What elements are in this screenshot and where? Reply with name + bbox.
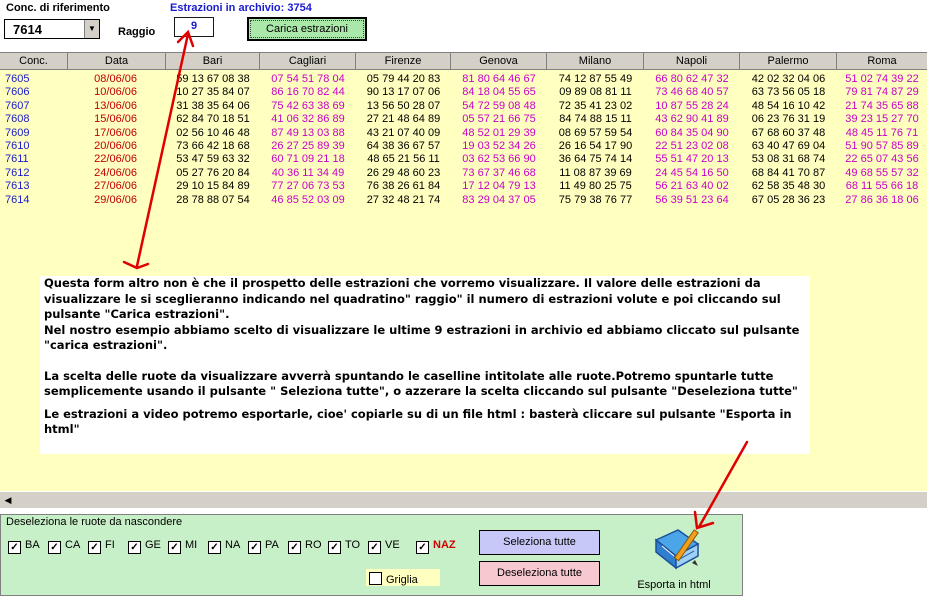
cell-cagliari: 26 27 25 89 39 — [271, 140, 345, 152]
cell-firenze: 90 13 17 07 06 — [366, 86, 441, 99]
seleziona-tutte-button[interactable]: Seleziona tutte — [479, 530, 600, 555]
col-header-palermo[interactable]: Palermo — [740, 53, 837, 69]
cell-bari: 05 27 76 20 84 — [176, 166, 250, 179]
cell-roma: 51 90 57 85 89 — [845, 140, 919, 152]
cell-firenze: 05 79 44 20 83 — [366, 73, 441, 85]
cell-milano: 11 08 87 39 69 — [559, 166, 632, 179]
cell-conc: 7607 — [5, 99, 30, 112]
cell-firenze: 76 38 26 61 84 — [366, 180, 441, 193]
cell-firenze: 64 38 36 67 57 — [366, 140, 441, 152]
cell-bari: 73 66 42 18 68 — [176, 140, 250, 152]
cell-bari: 28 78 88 07 54 — [176, 193, 250, 206]
col-header-genova[interactable]: Genova — [451, 53, 547, 69]
wheel-label: CA — [65, 539, 81, 551]
col-header-roma[interactable]: Roma — [867, 55, 897, 67]
cell-data: 22/06/06 — [94, 153, 137, 166]
cell-genova: 83 29 04 37 05 — [462, 193, 536, 206]
checkmark-icon[interactable]: ✓ — [8, 541, 21, 554]
checkmark-icon[interactable]: ✓ — [328, 541, 341, 554]
cell-cagliari: 07 54 51 78 04 — [271, 73, 345, 85]
cell-data: 24/06/06 — [94, 166, 137, 179]
cell-bari: 02 56 10 46 48 — [176, 126, 250, 139]
cell-bari: 10 27 35 84 07 — [176, 86, 250, 99]
cell-cagliari: 87 49 13 03 88 — [271, 126, 345, 139]
cell-bari: 53 47 59 63 32 — [176, 153, 250, 166]
panel-title: Deseleziona le ruote da nascondere — [6, 516, 183, 528]
cell-data: 17/06/06 — [94, 126, 137, 139]
cell-data: 20/06/06 — [94, 140, 137, 152]
cell-milano: 09 89 08 81 11 — [559, 86, 632, 99]
cell-palermo: 06 23 76 31 19 — [751, 113, 826, 126]
cell-cagliari: 41 06 32 86 89 — [271, 113, 345, 126]
cell-conc: 7613 — [5, 180, 30, 193]
chevron-down-icon[interactable]: ▼ — [84, 20, 99, 38]
cell-napoli: 56 39 51 23 64 — [655, 193, 729, 206]
cell-genova: 84 18 04 55 65 — [462, 86, 536, 99]
griglia-label: Griglia — [386, 574, 418, 586]
checkmark-icon[interactable]: ✓ — [416, 541, 429, 554]
cell-firenze: 43 21 07 40 09 — [366, 126, 441, 139]
col-header-cagliari[interactable]: Cagliari — [260, 53, 356, 69]
cell-conc: 7606 — [5, 86, 30, 99]
cell-data: 10/06/06 — [94, 86, 137, 99]
cell-firenze: 48 65 21 56 11 — [367, 153, 440, 166]
cell-roma: 39 23 15 27 70 — [845, 113, 919, 126]
checkmark-icon[interactable]: ✓ — [368, 541, 381, 554]
cell-napoli: 56 21 63 40 02 — [655, 180, 729, 193]
cell-roma: 48 45 11 76 71 — [845, 126, 919, 139]
cell-roma: 49 68 55 57 32 — [845, 166, 919, 179]
cell-napoli: 60 84 35 04 90 — [655, 126, 729, 139]
cell-napoli: 22 51 23 02 08 — [655, 140, 729, 152]
cell-genova: 81 80 64 46 67 — [462, 73, 536, 85]
note-paragraph: Le estrazioni a video potremo esportarle, cioe' copiarle su di un file html : basterà cliccare sul pulsante "Esporta in html" — [44, 406, 792, 436]
cell-milano: 74 12 87 55 49 — [558, 73, 633, 85]
cell-palermo: 53 08 31 68 74 — [751, 153, 826, 166]
col-header-bari[interactable]: Bari — [166, 53, 260, 69]
cell-firenze: 27 32 48 21 74 — [366, 193, 441, 206]
cell-genova: 05 57 21 66 75 — [462, 113, 536, 126]
cell-data: 29/06/06 — [94, 193, 137, 206]
wheel-label: RO — [305, 539, 322, 551]
cell-milano: 08 69 57 59 54 — [558, 126, 633, 139]
wheel-label: VE — [385, 539, 400, 551]
cell-conc: 7614 — [5, 193, 30, 206]
cell-roma: 21 74 35 65 88 — [845, 99, 919, 112]
wheel-label: FI — [105, 539, 115, 551]
cell-conc: 7610 — [5, 140, 30, 152]
cell-milano: 26 16 54 17 90 — [558, 140, 633, 152]
arrow-line — [699, 442, 747, 527]
conc-label: Conc. di riferimento — [6, 2, 110, 14]
wheel-label: MI — [185, 539, 198, 551]
cell-conc: 7612 — [5, 166, 30, 179]
cell-cagliari: 46 85 52 03 09 — [271, 193, 345, 206]
cell-roma: 51 02 74 39 22 — [845, 73, 919, 85]
cell-firenze: 13 56 50 28 07 — [366, 99, 441, 112]
checkmark-icon[interactable]: ✓ — [288, 541, 301, 554]
note-paragraph: Questa form altro non è che il prospetto delle estrazioni che vorremo visualizzare. Il valore delle estrazioni da visualizzare le si sceglieranno indicando nel quadratino" raggio" il numero di estrazioni volute e poi cliccando sul pulsante "Carica estrazioni". — [44, 276, 781, 321]
cell-milano: 75 79 38 76 77 — [558, 193, 633, 206]
cell-firenze: 27 21 48 64 89 — [366, 113, 441, 126]
wheel-label: PA — [265, 539, 279, 551]
col-header-conc[interactable]: Conc. — [0, 53, 68, 69]
cell-napoli: 24 45 54 16 50 — [655, 166, 729, 179]
checkmark-icon[interactable]: ✓ — [168, 541, 181, 554]
cell-palermo: 63 73 56 05 18 — [751, 86, 826, 99]
cell-palermo: 67 68 60 37 48 — [751, 126, 826, 139]
archive-count-label: Estrazioni in archivio: 3754 — [170, 2, 312, 14]
col-header-napoli[interactable]: Napoli — [644, 53, 740, 69]
cell-genova: 73 67 37 46 68 — [462, 166, 536, 179]
cell-data: 08/06/06 — [94, 73, 137, 85]
cell-palermo: 67 05 28 36 23 — [751, 193, 826, 206]
cell-napoli: 66 80 62 47 32 — [655, 73, 729, 85]
export-html-label[interactable]: Esporta in html — [637, 579, 711, 591]
cell-cagliari: 86 16 70 82 44 — [271, 86, 345, 99]
cell-milano: 11 49 80 25 75 — [559, 180, 632, 193]
conc-select-value: 7614 — [13, 22, 42, 37]
raggio-label: Raggio — [118, 26, 156, 38]
cell-bari: 62 84 70 18 51 — [176, 113, 250, 126]
cell-palermo: 42 02 32 04 06 — [751, 73, 826, 85]
cell-milano: 72 35 41 23 02 — [558, 99, 633, 112]
cell-cagliari: 75 42 63 38 69 — [271, 99, 345, 112]
wheel-label: NA — [225, 539, 241, 551]
cell-bari: 59 13 67 08 38 — [176, 73, 250, 85]
cell-roma: 27 86 36 18 06 — [845, 193, 919, 206]
cell-firenze: 26 29 48 60 23 — [366, 166, 441, 179]
arrow-line — [137, 34, 188, 266]
cell-napoli: 55 51 47 20 13 — [655, 153, 729, 166]
cell-napoli: 10 87 55 28 24 — [655, 99, 729, 112]
note-paragraph: La scelta delle ruote da visualizzare avverrà spuntando le caselline intitolate alle ruote.Potremo spuntarle tutte semplicemente usando il pulsante " Seleziona tutte", o azzerare la scelta cliccando sul pulsante "Deseleziona tutte" — [44, 368, 798, 398]
deseleziona-tutte-button[interactable]: Deseleziona tutte — [479, 561, 600, 586]
wheel-label: BA — [25, 539, 40, 551]
col-header-firenze[interactable]: Firenze — [356, 53, 451, 69]
cell-data: 13/06/06 — [94, 99, 137, 112]
cell-bari: 31 38 35 64 06 — [176, 99, 250, 112]
checkmark-icon[interactable]: ✓ — [248, 541, 261, 554]
cell-conc: 7608 — [5, 113, 30, 126]
cell-palermo: 62 58 35 48 30 — [751, 180, 826, 193]
cell-cagliari: 40 36 11 34 49 — [271, 166, 345, 179]
cell-genova: 19 03 52 34 26 — [462, 140, 536, 152]
cell-palermo: 48 54 16 10 42 — [751, 99, 826, 112]
cell-genova: 54 72 59 08 48 — [462, 99, 536, 112]
cell-roma: 22 65 07 43 56 — [845, 153, 919, 166]
cell-genova: 03 62 53 66 90 — [462, 153, 536, 166]
cell-genova: 48 52 01 29 39 — [462, 126, 536, 139]
cell-data: 27/06/06 — [94, 180, 137, 193]
cell-cagliari: 60 71 09 21 18 — [271, 153, 345, 166]
scroll-left-icon[interactable]: ◀ — [4, 495, 12, 505]
cell-roma: 68 11 55 66 18 — [845, 180, 919, 193]
wheel-label: GE — [145, 539, 161, 551]
cell-palermo: 63 40 47 69 04 — [751, 140, 826, 152]
cell-milano: 84 74 88 15 11 — [559, 113, 632, 126]
checkmark-icon[interactable]: ✓ — [128, 541, 141, 554]
note-paragraph: Nel nostro esempio abbiamo scelto di visualizzare le ultime 9 estrazioni in archivio ed abbiamo cliccato sul pulsante "carica estrazioni". — [44, 322, 800, 352]
cell-conc: 7609 — [5, 126, 30, 139]
cell-palermo: 68 84 41 70 87 — [751, 166, 826, 179]
wheel-label: TO — [345, 539, 361, 551]
cell-cagliari: 77 27 06 73 53 — [271, 180, 345, 193]
col-header-milano[interactable]: Milano — [547, 53, 644, 69]
cell-milano: 36 64 75 74 14 — [558, 153, 633, 166]
cell-bari: 29 10 15 84 89 — [176, 180, 250, 193]
cell-napoli: 43 62 90 41 89 — [655, 113, 729, 126]
cell-roma: 79 81 74 87 29 — [845, 86, 919, 99]
col-header-data[interactable]: Data — [68, 53, 166, 69]
cell-conc: 7605 — [5, 73, 30, 85]
wheel-label: NAZ — [433, 539, 456, 551]
carica-estrazioni-label: Carica estrazioni — [266, 23, 348, 35]
cell-conc: 7611 — [5, 153, 29, 166]
cell-napoli: 73 46 68 40 57 — [655, 86, 729, 99]
checkmark-icon[interactable]: ✓ — [88, 541, 101, 554]
checkmark-icon[interactable]: ✓ — [208, 541, 221, 554]
raggio-input[interactable]: 9 — [174, 17, 214, 37]
checkmark-icon[interactable]: ✓ — [48, 541, 61, 554]
cell-data: 15/06/06 — [94, 113, 137, 126]
cell-genova: 17 12 04 79 13 — [462, 180, 536, 193]
